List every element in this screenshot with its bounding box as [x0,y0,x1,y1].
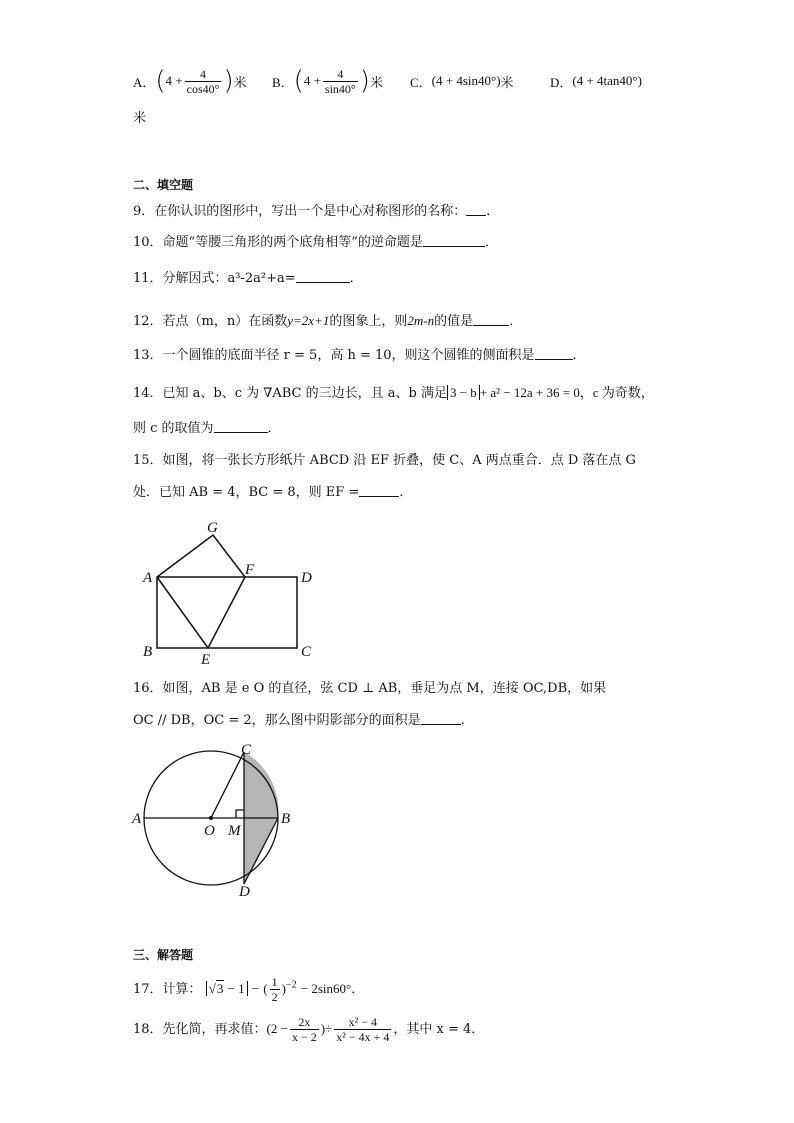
answer-blank[interactable] [466,203,486,216]
option-d-expr: (4 + 4tan40°) [572,73,642,88]
question-18: 18．先化简，再求值：(2 − $\frac{2x}{x - 2}$ )÷ $\frac{\text{x² − 4}}{\text{x² − 4x + 4}}$ ，其中 x = 4． [133,1015,485,1044]
label-c: C [241,742,252,758]
question-16-line2: OC // DB，OC = 2，那么图中阴影部分的面积是 . [133,713,465,728]
question-17: 17．计算： √3 − 1 − ( $\frac{1}{2}$ )$^{-2}$ − 2sin60°． [133,975,365,1004]
label-c: C [301,644,312,660]
fraction-quadratic: $\frac{\text{x² − 4}}{\text{x² − 4x + 4}}$ [336,1015,390,1044]
center-point [209,816,213,820]
answer-blank[interactable] [214,420,268,433]
right-angle-mark [236,810,244,818]
folded-part-agf [157,535,245,577]
option-c [410,62,514,100]
figure-15-fold-rectangle [135,512,325,672]
option-b-fraction: $\frac{4}{\sin 40^\circ}$ [324,66,356,96]
option-b-label: B． [272,74,294,90]
question-15-line1: 15．如图，将一张长方形纸片 ABCD 沿 EF 折叠，使 C、A 两点重合．点 D 落在点 G [133,453,636,468]
option-a-unit: 米 [233,74,247,90]
label-m: M [228,823,241,839]
label-b: B [281,811,291,827]
label-b: B [143,644,153,660]
answer-blank[interactable] [535,347,573,360]
answer-blank[interactable] [423,234,485,247]
label-a: A [143,570,153,586]
question-15-line2: 处．已知 AB = 4，BC = 8，则 EF = ． [133,485,413,500]
answer-blank[interactable] [359,484,399,497]
option-c-label: C． [410,74,432,90]
question-11: 11．分解因式：a³-2a²+a= ． [133,271,363,286]
option-d [550,62,642,100]
option-c-expr: (4 + 4sin40°) [431,73,501,88]
question-9: 9．在你认识的图形中，写出一个是中心对称图形的名称： ． [133,204,500,219]
segment-ae [157,577,208,648]
question-12: 12．若点（m，n）在函数y=2x+1的图象上，则2m-n的值是 ． [133,313,523,329]
label-e: E [201,652,211,668]
option-d-unit: 米 [133,111,147,126]
label-g: G [207,520,218,536]
option-a-label: A． [133,74,156,90]
question-10: 10．命题“等腰三角形的两个底角相等”的逆命题是 ． [133,235,498,250]
question-14-line2: 则 c 的取值为 ． [133,421,281,436]
segment-oc [211,752,244,818]
option-b-unit: 米 [369,74,383,90]
fraction-one-half: $\frac{1}{2}$ [271,975,278,1004]
option-a-pre: 4 + [165,73,183,88]
answer-blank[interactable] [296,270,350,283]
label-d: D [239,884,250,898]
option-a-fraction: $\frac{4}{\cos 40^\circ}$ [186,66,220,96]
option-d-label: D． [550,74,573,90]
option-a: A． ( 4 + $\frac{4}{\cos 40^\circ}$ ) 米 [133,66,247,96]
question-16-line1: 16．如图，AB 是 e O 的直径，弦 CD ⊥ AB，垂足为点 M，连接 OC,DB，如果 [133,681,607,696]
option-c-unit: 米 [500,74,514,90]
segment-fe [208,577,245,648]
option-b: B． ( 4 + $\frac{4}{\sin 40^\circ}$ ) 米 [272,66,383,96]
option-b-pre: 4 + [303,73,321,88]
question-14-line1: 14．已知 a、b、c 为 ∇ABC 的三边长，且 a、b 满足 3 − b + a² − 12a + 36 = 0，c 为奇数， [133,385,654,401]
section-title-fill-blank: 二、填空题 [133,178,194,192]
label-a: A [132,811,142,827]
abs-expression: √3 − 1 [206,981,248,996]
section-title-answer: 三、解答题 [133,948,194,962]
fraction-2x-over-x-minus-2: $\frac{2x}{x - 2}$ [291,1015,317,1044]
figure-16-circle [128,740,303,898]
answer-blank[interactable] [473,313,509,326]
label-d: D [301,570,312,586]
answer-blank[interactable] [421,712,461,725]
label-o: O [204,823,215,839]
label-f: F [245,562,255,578]
question-13: 13．一个圆锥的底面半径 r = 5，高 h = 10，则这个圆锥的侧面积是 ． [133,348,586,363]
